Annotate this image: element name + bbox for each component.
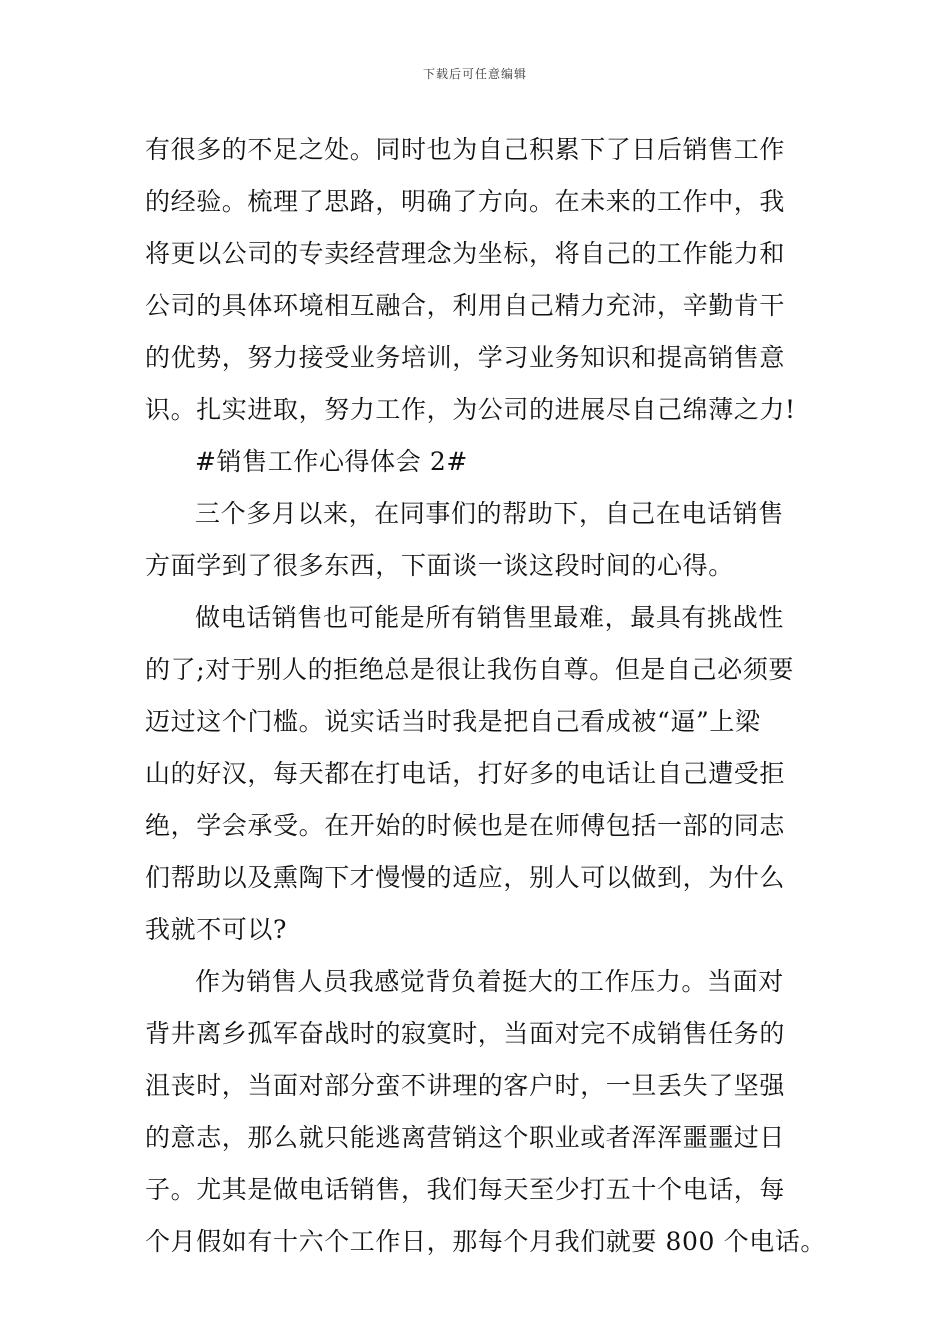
paragraph-line: 有很多的不足之处。同时也为自己积累下了日后销售工作 <box>145 135 786 164</box>
paragraph-line: 公司的具体环境相互融合，利用自己精力充沛，辛勤肯干 <box>145 291 786 320</box>
paragraph-line: 个月假如有十六个工作日，那每个月我们就要 800 个电话。 <box>145 1227 827 1256</box>
paragraph-line: 识。扎实进取，努力工作，为公司的进展尽自己绵薄之力! <box>145 395 796 424</box>
paragraph-line: 绝，学会承受。在开始的时候也是在师傅包括一部的同志 <box>145 811 786 840</box>
document-body <box>145 124 827 1268</box>
paragraph-line: 做电话销售也可能是所有销售里最难，最具有挑战性 <box>195 603 784 632</box>
paragraph-line: 的了;对于别人的拒绝总是很让我伤自尊。但是自己必须要 <box>145 655 795 684</box>
paragraph-line: 方面学到了很多东西，下面谈一谈这段时间的心得。 <box>145 551 734 580</box>
paragraph-line: 作为销售人员我感觉背负着挺大的工作压力。当面对 <box>195 967 784 996</box>
paragraph-line: 的意志，那么就只能逃离营销这个职业或者浑浑噩噩过日 <box>145 1123 786 1152</box>
paragraph-line: 山的好汉，每天都在打电话，打好多的电话让自己遭受拒 <box>145 759 786 788</box>
paragraph-line: 子。尤其是做电话销售，我们每天至少打五十个电话，每 <box>145 1175 786 1204</box>
paragraph-line: 三个多月以来，在同事们的帮助下，自己在电话销售 <box>195 499 784 528</box>
page-header: 下载后可任意编辑 <box>422 67 527 81</box>
section-heading: #销售工作心得体会 2# <box>195 447 468 476</box>
paragraph-line: 将更以公司的专卖经营理念为坐标，将自己的工作能力和 <box>145 239 786 268</box>
paragraph-line: 的经验。梳理了思路，明确了方向。在未来的工作中，我 <box>145 187 786 216</box>
paragraph-line: 们帮助以及熏陶下才慢慢的适应，别人可以做到，为什么 <box>145 863 786 892</box>
paragraph-line: 背井离乡孤军奋战时的寂寞时，当面对完不成销售任务的 <box>145 1019 786 1048</box>
paragraph-line: 我就不可以? <box>145 915 288 944</box>
paragraph-line: 沮丧时，当面对部分蛮不讲理的客户时，一旦丢失了坚强 <box>145 1071 786 1100</box>
paragraph-line: 迈过这个门槛。说实话当时我是把自己看成被“逼”上梁 <box>145 707 761 736</box>
paragraph-line: 的优势，努力接受业务培训，学习业务知识和提高销售意 <box>145 343 786 372</box>
